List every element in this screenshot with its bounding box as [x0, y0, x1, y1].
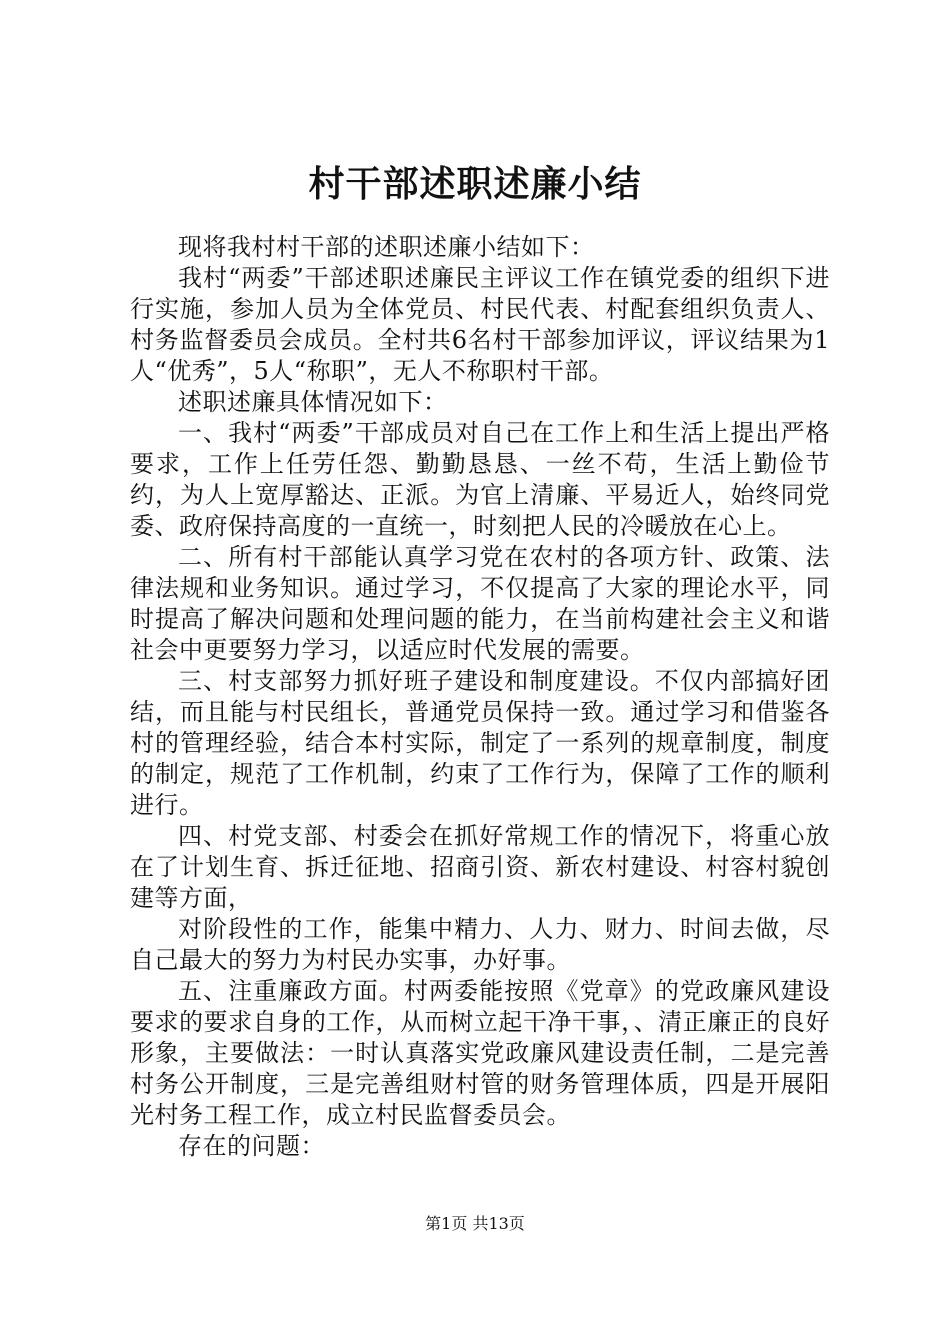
paragraph-point-4: 四、村党支部、村委会在抓好常规工作的情况下，将重心放在了计划生育、拆迁征地、招商引资、新农村建设、村容村貌创建等方面，: [130, 822, 830, 912]
document-body: [130, 232, 830, 1162]
paragraph-intro: 现将我村村干部的述职述廉小结如下：: [178, 233, 595, 261]
paragraph-problems-heading: 存在的问题：: [178, 1132, 325, 1160]
paragraph-point-4-continued: 对阶段性的工作，能集中精力、人力、财力、时间去做，尽自己最大的努力为村民办实事，办好事。: [130, 915, 830, 974]
page-number-footer: 第1页 共13页: [425, 1214, 525, 1233]
paragraph-point-5: 五、注重廉政方面。村两委能按照《党章》的党政廉风建设要求的要求自身的工作，从而树立起干净干事，、清正廉正的良好形象，主要做法：一时认真落实党政廉风建设责任制，二是完善村务公开制度，三是完善组财村管的财务管理体质，四是开展阳光村务工程工作，成立村民监督委员会。: [130, 977, 830, 1129]
paragraph-evaluation-summary: 我村“两委”干部述职述廉民主评议工作在镇党委的组织下进行实施，参加人员为全体党员、村民代表、村配套组织负责人、村务监督委员会成员。全村共6名村干部参加评议，评议结果为1人“优秀”，5人“称职”，无人不称职村干部。: [130, 264, 830, 385]
paragraph-details-heading: 述职述廉具体情况如下：: [178, 388, 448, 416]
page-title: 村干部述职述廉小结: [308, 163, 642, 205]
paragraph-point-3: 三、村支部努力抓好班子建设和制度建设。不仅内部搞好团结，而且能与村民组长，普通党员保持一致。通过学习和借鉴各村的管理经验，结合本村实际，制定了一系列的规章制度，制度的制定，规范了工作机制，约束了工作行为，保障了工作的顺利进行。: [130, 667, 830, 819]
paragraph-point-2: 二、所有村干部能认真学习党在农村的各项方针、政策、法律法规和业务知识。通过学习，不仅提高了大家的理论水平，同时提高了解决问题和处理问题的能力，在当前构建社会主义和谐社会中更要努力学习，以适应时代发展的需要。: [130, 543, 830, 664]
paragraph-point-1: 一、我村“两委”干部成员对自己在工作上和生活上提出严格要求，工作上任劳任怨、勤勤恳恳、一丝不苟，生活上勤俭节约，为人上宽厚豁达、正派。为官上清廉、平易近人，始终同党委、政府保持高度的一直统一，时刻把人民的冷暖放在心上。: [130, 419, 830, 540]
